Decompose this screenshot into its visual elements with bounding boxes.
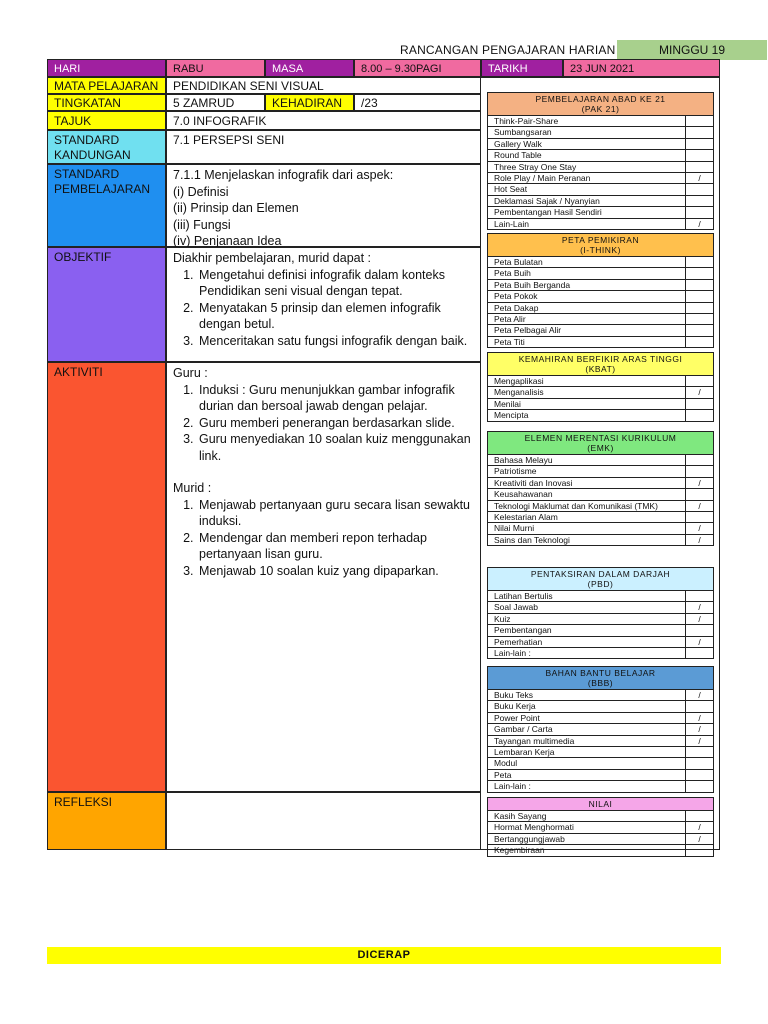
checklist-mark — [686, 648, 713, 658]
guru-item: 2. Guru memberi penerangan berdasarkan slide. — [197, 415, 474, 432]
checklist-row — [488, 139, 713, 150]
checklist-row — [488, 207, 713, 218]
checklist-row — [488, 845, 713, 855]
checklist-mark — [686, 455, 713, 465]
sk-label-line1: STANDARD — [54, 133, 120, 147]
objektif-item: 2. Menyatakan 5 prinsip dan elemen infografik dengan betul. — [197, 300, 474, 333]
hari-value: RABU — [166, 59, 265, 77]
checklist-row — [488, 614, 713, 625]
guru-item: 3. Guru menyediakan 10 soalan kuiz menggunakan link. — [197, 431, 474, 464]
sp-line: (iii) Fungsi — [173, 217, 231, 232]
pak21-box — [487, 92, 714, 230]
masa-label: MASA — [265, 59, 354, 77]
checklist-label: Teknologi Maklumat dan Komunikasi (TMK) — [488, 501, 686, 511]
checklist-row — [488, 602, 713, 613]
checklist-mark — [686, 747, 713, 757]
nilai-header — [488, 798, 713, 811]
checklist-mark — [686, 127, 713, 137]
kbat-title: KEMAHIRAN BERFIKIR ARAS TINGGI — [518, 354, 683, 364]
checklist-label: Kegembiraan — [488, 845, 686, 855]
guru-label: Guru : — [173, 366, 208, 380]
checklist-row — [488, 376, 713, 387]
objektif-item: 3. Menceritakan satu fungsi infografik dengan baik. — [197, 333, 474, 350]
checklist-row — [488, 466, 713, 477]
tingkatan-label: TINGKATAN — [47, 94, 166, 111]
checklist-mark: / — [698, 218, 701, 229]
objektif-intro: Diakhir pembelajaran, murid dapat : — [173, 251, 372, 265]
checklist-mark: / — [698, 387, 701, 398]
checklist-mark: / — [698, 735, 701, 746]
pbd-box — [487, 567, 714, 659]
checklist-label: Lain-Lain — [488, 219, 686, 229]
pak21-header — [488, 93, 713, 116]
kbat-box — [487, 352, 714, 422]
checklist-mark — [686, 257, 713, 267]
checklist-mark — [686, 325, 713, 335]
ithink-subtitle: (I-THINK) — [580, 245, 621, 255]
checklist-row — [488, 337, 713, 347]
tajuk-label: TAJUK — [47, 111, 166, 130]
refleksi-label: REFLEKSI — [47, 792, 166, 850]
checklist-mark: / — [698, 477, 701, 488]
checklist-label: Peta Pokok — [488, 291, 686, 301]
checklist-label: Kasih Sayang — [488, 811, 686, 821]
checklist-label: Lembaran Kerja — [488, 747, 686, 757]
checklist-label: Patriotisme — [488, 466, 686, 476]
checklist-mark: / — [698, 712, 701, 723]
checklist-label: Think-Pair-Share — [488, 116, 686, 126]
checklist-row — [488, 747, 713, 758]
checklist-label: Sains dan Teknologi — [488, 535, 686, 545]
checklist-row — [488, 822, 713, 833]
checklist-row — [488, 758, 713, 769]
checklist-mark — [686, 781, 713, 791]
checklist-mark: / — [698, 172, 701, 183]
page-title: RANCANGAN PENGAJARAN HARIAN — [400, 43, 616, 57]
checklist-label: Tayangan multimedia — [488, 736, 686, 746]
checklist-mark — [686, 337, 713, 347]
murid-item: 3. Menjawab 10 soalan kuiz yang dipaparkan. — [197, 563, 474, 580]
checklist-label: Peta — [488, 770, 686, 780]
masa-value: 8.00 – 9.30PAGI — [354, 59, 481, 77]
tingkatan-value: 5 ZAMRUD — [166, 94, 265, 111]
sk-label-line2: KANDUNGAN — [54, 148, 131, 162]
checklist-row — [488, 116, 713, 127]
checklist-row — [488, 399, 713, 410]
emk-title: ELEMEN MERENTASI KURIKULUM — [524, 433, 677, 443]
checklist-row — [488, 535, 713, 545]
checklist-mark: / — [698, 613, 701, 624]
checklist-mark — [686, 184, 713, 194]
objektif-label: OBJEKTIF — [47, 247, 166, 362]
standard-kandungan-label — [47, 130, 166, 164]
emk-header — [488, 432, 713, 455]
checklist-label: Sumbangsaran — [488, 127, 686, 137]
checklist-label: Peta Titi — [488, 337, 686, 347]
emk-box — [487, 431, 714, 546]
checklist-row — [488, 512, 713, 523]
checklist-label: Deklamasi Sajak / Nyanyian — [488, 196, 686, 206]
checklist-mark — [686, 303, 713, 313]
standard-pembelajaran-value — [166, 164, 481, 247]
pbd-subtitle: (PBD) — [587, 579, 614, 589]
aktiviti-label: AKTIVITI — [47, 362, 166, 792]
dicerap-bar: DICERAP — [47, 947, 721, 964]
checklist-row — [488, 127, 713, 138]
checklist-mark: / — [698, 724, 701, 735]
tajuk-value: 7.0 INFOGRAFIK — [166, 111, 481, 130]
checklist-label: Soal Jawab — [488, 602, 686, 612]
checklist-mark — [686, 116, 713, 126]
checklist-row — [488, 523, 713, 534]
checklist-mark: / — [698, 602, 701, 613]
emk-subtitle: (EMK) — [587, 443, 614, 453]
checklist-row — [488, 489, 713, 500]
checklist-mark: / — [698, 833, 701, 844]
checklist-row — [488, 637, 713, 648]
mata-pelajaran-label: MATA PELAJARAN — [47, 77, 166, 94]
checklist-mark — [686, 139, 713, 149]
checklist-label: Three Stray One Stay — [488, 162, 686, 172]
pbd-title: PENTAKSIRAN DALAM DARJAH — [530, 569, 671, 579]
checklist-label: Power Point — [488, 713, 686, 723]
checklist-label: Modul — [488, 758, 686, 768]
checklist-mark — [686, 410, 713, 420]
sp-line: (ii) Prinsip dan Elemen — [173, 201, 299, 215]
checklist-mark — [686, 591, 713, 601]
checklist-label: Kuiz — [488, 614, 686, 624]
checklist-label: Hormat Menghormati — [488, 822, 686, 832]
checklist-row — [488, 591, 713, 602]
checklist-row — [488, 770, 713, 781]
bbb-subtitle: (BBB) — [587, 678, 614, 688]
checklist-mark — [686, 291, 713, 301]
checklist-mark: / — [698, 822, 701, 833]
checklist-row — [488, 162, 713, 173]
checklist-row — [488, 713, 713, 724]
checklist-mark — [686, 512, 713, 522]
checklist-row — [488, 387, 713, 398]
checklist-mark — [686, 268, 713, 278]
checklist-row — [488, 196, 713, 207]
checklist-label: Role Play / Main Peranan — [488, 173, 686, 183]
checklist-row — [488, 625, 713, 636]
checklist-row — [488, 150, 713, 161]
checklist-row — [488, 219, 713, 229]
checklist-label: Peta Dakap — [488, 303, 686, 313]
checklist-label: Peta Bulatan — [488, 257, 686, 267]
checklist-label: Pemerhatian — [488, 637, 686, 647]
ithink-title: PETA PEMIKIRAN — [561, 235, 640, 245]
aktiviti-value — [166, 362, 481, 792]
checklist-mark — [686, 701, 713, 711]
checklist-label: Peta Pelbagai Alir — [488, 325, 686, 335]
checklist-label: Mencipta — [488, 410, 686, 420]
hari-label: HARI — [47, 59, 166, 77]
checklist-row — [488, 303, 713, 314]
kehadiran-label: KEHADIRAN — [265, 94, 354, 111]
sp-line: (i) Definisi — [173, 184, 229, 199]
ithink-box — [487, 233, 714, 348]
kbat-header — [488, 353, 713, 376]
checklist-label: Buku Kerja — [488, 701, 686, 711]
checklist-label: Menilai — [488, 399, 686, 409]
standard-pembelajaran-label — [47, 164, 166, 247]
checklist-label: Kelestarian Alam — [488, 512, 686, 522]
sp-label-line1: STANDARD — [54, 167, 120, 181]
checklist-row — [488, 410, 713, 420]
checklist-label: Hot Seat — [488, 184, 686, 194]
checklist-mark — [686, 811, 713, 821]
sp-line: (iv) Penjanaan Idea — [173, 234, 282, 248]
checklist-row — [488, 184, 713, 195]
checklist-row — [488, 455, 713, 466]
tarikh-value: 23 JUN 2021 — [563, 59, 720, 77]
standard-kandungan-value: 7.1 PERSEPSI SENI — [166, 130, 481, 164]
checklist-label: Lain-lain : — [488, 648, 686, 658]
checklist-row — [488, 173, 713, 184]
bbb-title: BAHAN BANTU BELAJAR — [545, 668, 656, 678]
pak21-title: PEMBELAJARAN ABAD KE 21 — [535, 94, 666, 104]
checklist-row — [488, 724, 713, 735]
checklist-row — [488, 501, 713, 512]
checklist-label: Nilai Murni — [488, 523, 686, 533]
checklist-row — [488, 280, 713, 291]
checklist-row — [488, 314, 713, 325]
checklist-mark — [686, 196, 713, 206]
sp-line: 7.1.1 Menjelaskan infografik dari aspek: — [173, 168, 394, 182]
checklist-row — [488, 781, 713, 791]
checklist-mark: / — [698, 534, 701, 545]
tarikh-label: TARIKH — [481, 59, 563, 77]
bbb-box — [487, 666, 714, 793]
checklist-label: Bahasa Melayu — [488, 455, 686, 465]
nilai-box — [487, 797, 714, 857]
objektif-value — [166, 247, 481, 362]
checklist-mark — [686, 770, 713, 780]
pak21-subtitle: (PAK 21) — [581, 104, 620, 114]
checklist-mark — [686, 489, 713, 499]
checklist-mark — [686, 845, 713, 855]
checklist-label: Menganalisis — [488, 387, 686, 397]
refleksi-value — [166, 792, 481, 850]
kbat-subtitle: (KBAT) — [585, 364, 616, 374]
checklist-row — [488, 648, 713, 658]
sp-label-line2: PEMBELAJARAN — [54, 182, 151, 196]
checklist-label: Bertanggungjawab — [488, 834, 686, 844]
checklist-mark: / — [698, 523, 701, 534]
bbb-header — [488, 667, 713, 690]
checklist-mark: / — [698, 690, 701, 700]
checklist-label: Keusahawanan — [488, 489, 686, 499]
checklist-row — [488, 811, 713, 822]
nilai-title: NILAI — [588, 799, 613, 809]
murid-label: Murid : — [173, 481, 212, 495]
checklist-row — [488, 478, 713, 489]
checklist-label: Round Table — [488, 150, 686, 160]
week-badge: MINGGU 19 — [617, 40, 767, 60]
murid-item: 2. Mendengar dan memberi repon terhadap pertanyaan lisan guru. — [197, 530, 474, 563]
checklist-label: Latihan Bertulis — [488, 591, 686, 601]
checklist-label: Peta Alir — [488, 314, 686, 324]
checklist-row — [488, 257, 713, 268]
checklist-mark: / — [698, 500, 701, 511]
checklist-label: Gallery Walk — [488, 139, 686, 149]
checklist-mark — [686, 314, 713, 324]
checklist-row — [488, 291, 713, 302]
checklist-row — [488, 268, 713, 279]
checklist-label: Pembentangan — [488, 625, 686, 635]
checklist-mark: / — [698, 636, 701, 647]
checklist-label: Lain-lain : — [488, 781, 686, 791]
checklist-mark — [686, 466, 713, 476]
checklist-row — [488, 736, 713, 747]
checklist-row — [488, 690, 713, 701]
checklist-label: Peta Buih — [488, 268, 686, 278]
checklist-mark — [686, 280, 713, 290]
ithink-header — [488, 234, 713, 257]
kehadiran-value: /23 — [354, 94, 481, 111]
objektif-item: 1. Mengetahui definisi infografik dalam konteks Pendidikan seni visual dengan tepat. — [197, 267, 474, 300]
checklist-mark — [686, 207, 713, 217]
checklist-mark — [686, 399, 713, 409]
checklist-mark — [686, 625, 713, 635]
checklist-label: Buku Teks — [488, 690, 686, 700]
checklist-row — [488, 325, 713, 336]
checklist-label: Mengaplikasi — [488, 376, 686, 386]
checklist-row — [488, 834, 713, 845]
checklist-mark — [686, 758, 713, 768]
checklist-label: Gambar / Carta — [488, 724, 686, 734]
murid-item: 1. Menjawab pertanyaan guru secara lisan sewaktu induksi. — [197, 497, 474, 530]
checklist-label: Peta Buih Berganda — [488, 280, 686, 290]
guru-item: 1. Induksi : Guru menunjukkan gambar infografik durian dan bersoal jawab dengan pelajar. — [197, 382, 474, 415]
mata-pelajaran-value: PENDIDIKAN SENI VISUAL — [166, 77, 481, 94]
pbd-header — [488, 568, 713, 591]
checklist-label: Pembentangan Hasil Sendiri — [488, 207, 686, 217]
checklist-mark — [686, 150, 713, 160]
checklist-row — [488, 701, 713, 712]
checklist-mark — [686, 376, 713, 386]
checklist-mark — [686, 162, 713, 172]
checklist-label: Kreativiti dan Inovasi — [488, 478, 686, 488]
